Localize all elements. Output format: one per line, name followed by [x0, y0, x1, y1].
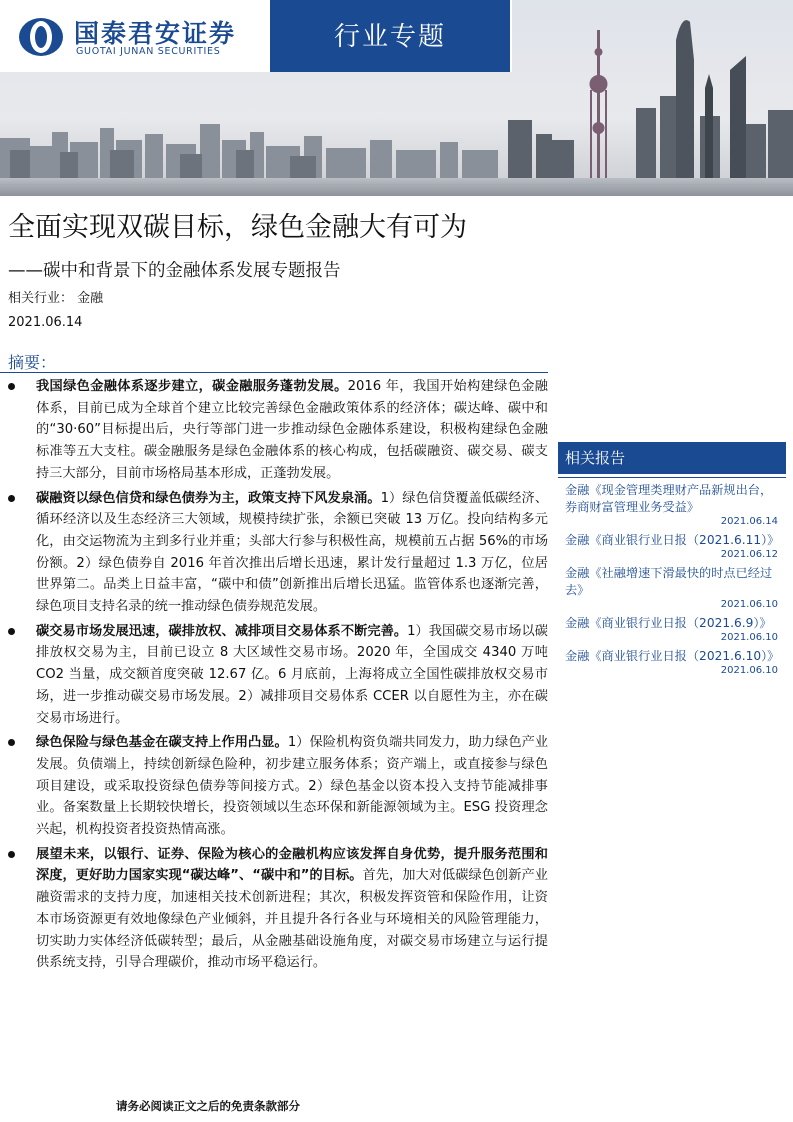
company-name-en: GUOTAI JUNAN SECURITIES: [76, 46, 221, 57]
bullet-dot-icon: [8, 851, 15, 858]
bullet-body: 首先，加大对低碳绿色创新产业融资需求的支持力度，加速相关技术创新进程；其次，积极发挥资管和保险作用，让资本市场资源更有效地像绿色产业倾斜，并且提升各行各业与环境相关的风险管理能力，切实助力实体经济低碳转型；最后，从金融基础设施角度，对碳交易市场建立与运行提供系统支持，引导合理碳价，推动市场平稳运行。: [36, 868, 548, 971]
related-report-item[interactable]: [558, 482, 786, 528]
related-report-date: 2021.06.10: [720, 632, 778, 643]
related-report-link[interactable]: 金融《社融增速下滑最快的时点已经过去》: [565, 566, 773, 597]
category-tag-label: 行业专题: [333, 22, 446, 52]
guotai-junan-logo-icon: [18, 17, 64, 57]
abstract-heading: 摘要：: [8, 353, 57, 372]
related-report-item[interactable]: [558, 648, 786, 677]
bullet-body: 1）保险机构资负端共同发力，助力绿色产业发展。负债端上，持续创新绿色险种，初步建立服务体系；资产端上，或直接参与绿色项目建设，或采取投资绿色债券等间接方式。2）绿色基金以资本投入支持节能减排事业。备案数量上长期较快增长，投资领域以生态环保和新能源领域为主。ESG 投资理念兴起，机构投资者投资热情高涨。: [36, 735, 549, 838]
logo-area: [0, 0, 263, 72]
abstract-bullet: [0, 488, 548, 618]
abstract-list: [0, 376, 548, 974]
bullet-dot-icon: [8, 495, 15, 502]
related-report-link[interactable]: 金融《现金管理类理财产品新规出台，券商财富管理业务受益》: [565, 483, 773, 514]
related-report-item[interactable]: [558, 532, 786, 561]
bullet-dot-icon: [8, 628, 15, 635]
related-industry: 相关行业： 金融: [8, 291, 104, 306]
bullet-body: 2016 年，我国开始构建绿色金融体系，目前已成为全球首个建立比较完善绿色金融政策体系的经济体；碳达峰、碳中和的“30·60”目标提出后，央行等部门进一步推动绿色金融体系建设，积极构建绿色金融标准等五大支柱。碳金融服务是绿色金融体系的核心构成，包括碳融资、碳交易、碳支持三大部分，目前市场格局基本形成，正蓬勃发展。: [36, 379, 548, 481]
related-reports-heading: 相关报告: [558, 442, 786, 474]
bullet-body: 1）我国碳交易市场以碳排放权交易为主，目前已设立 8 大区域性交易市场。2020 年，全国成交 4340 万吨 CO2 当量，成交额首度突破 12.67 亿。6 月底前，上海将成立全国性碳排放权交易市场，进一步推动碳交易市场发展。2）减排项目交易体系 CCER 以自愿性为主，亦在碳交易市场进行。: [36, 623, 548, 726]
related-report-date: 2021.06.10: [720, 665, 778, 676]
bullet-lead: 我国绿色金融体系逐步建立，碳金融服务蓬勃发展。: [36, 379, 348, 394]
related-report-link[interactable]: 金融《商业银行业日报（2021.6.11）》: [565, 533, 780, 547]
abstract-divider: [0, 372, 548, 373]
related-report-item[interactable]: [558, 615, 786, 644]
report-date: 2021.06.14: [8, 315, 83, 330]
category-tag: [270, 0, 510, 72]
related-reports-panel: [558, 442, 786, 677]
bullet-body: 1）绿色信贷覆盖低碳经济、循环经济以及生态经济三大领域，规模持续扩张，余额已突破 13 万亿。投向结构多元化，由交运物流为主到多行业并重；头部大行参与积极性高，规模前五占据 56%的市场份额。2）绿色债券自 2016 年首次推出后增长迅速，累计发行量超过 1.3 万亿，位居世界第二。品类上日益丰富，“碳中和债”创新推出后增长迅猛。监管体系也逐渐完善，绿色项目支持名录的统一推动绿色债券规范发展。: [36, 490, 549, 615]
related-report-date: 2021.06.12: [720, 549, 778, 560]
report-header: [0, 0, 793, 196]
bullet-lead: 绿色保险与绿色基金在碳支持上作用凸显。: [36, 735, 288, 751]
abstract-bullet: [0, 732, 548, 841]
related-divider: [558, 477, 786, 478]
abstract-bullet: [0, 376, 548, 485]
company-name-cn: 国泰君安证券: [74, 19, 237, 48]
abstract-bullet: [0, 844, 548, 974]
related-report-link[interactable]: 金融《商业银行业日报（2021.6.9）》: [565, 616, 772, 630]
bullet-lead: 展望未来，以银行、证券、保险为核心的金融机构应该发挥自身优势，提升服务范围和深度，更好助力国家实现“碳达峰”、“碳中和”的目标。: [36, 846, 548, 884]
disclaimer-note: 请务必阅读正文之后的免责条款部分: [116, 1099, 300, 1113]
related-report-item[interactable]: [558, 565, 786, 611]
bullet-dot-icon: [8, 383, 15, 390]
abstract-bullet: [0, 621, 548, 730]
related-report-date: 2021.06.14: [720, 516, 778, 527]
bullet-lead: 碳交易市场发展迅速，碳排放权、减排项目交易体系不断完善。: [36, 623, 408, 639]
related-report-link[interactable]: 金融《商业银行业日报（2021.6.10）》: [565, 649, 780, 663]
report-subtitle: ——碳中和背景下的金融体系发展专题报告: [8, 261, 341, 281]
bullet-dot-icon: [8, 739, 15, 746]
bullet-lead: 碳融资以绿色信贷和绿色债券为主，政策支持下风发泉涌。: [36, 490, 381, 506]
related-report-date: 2021.06.10: [720, 599, 778, 610]
report-title: 全面实现双碳目标，绿色金融大有可为: [8, 212, 467, 243]
